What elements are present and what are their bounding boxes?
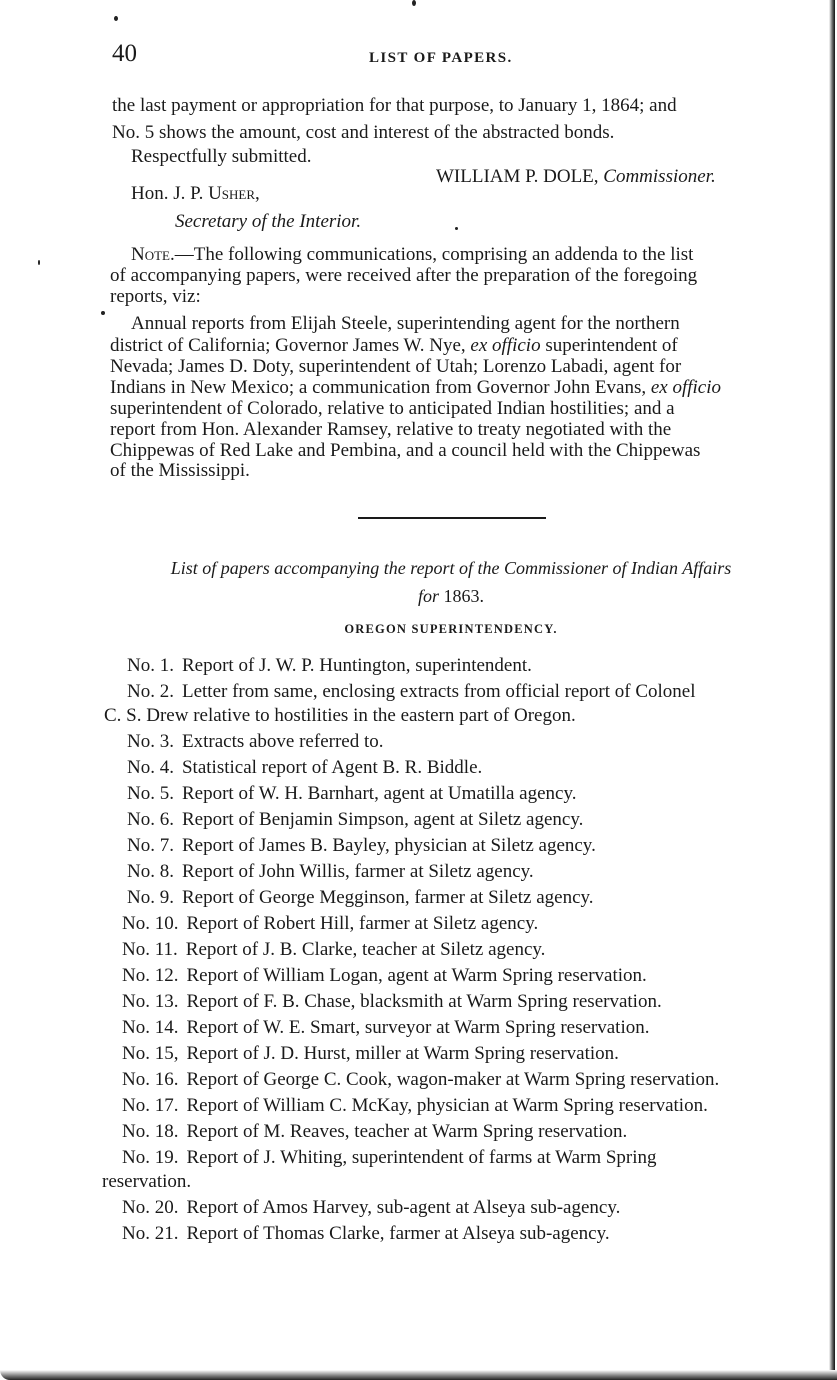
list-item-text: Statistical report of Agent B. R. Biddle. [181,757,483,778]
ink-speck [101,311,105,315]
list-item [122,1070,719,1089]
list-item-text: Report of W. H. Barnhart, agent at Umatilla agency. [181,783,577,804]
note-line: of accompanying papers, were received after the preparation of the foregoing [110,265,698,286]
body-line: No. 5 shows the amount, cost and interest of the abstracted bonds. [112,122,615,143]
list-item-text: Report of William Logan, agent at Warm Spring reservation. [186,965,647,986]
list-title-year: 1863. [443,586,484,606]
signature-title: Commissioner. [603,166,716,187]
list-title [105,554,797,610]
list-item-text: Report of J. Whiting, superintendent of farms at Warm Spring [186,1147,657,1168]
list-item-number: No. 15, [122,1043,179,1064]
list-item [122,1018,650,1037]
list-item [122,940,545,959]
addressee [131,184,260,203]
list-item-number: No. 9. [127,887,174,908]
list-item-number: No. 21. [122,1223,179,1244]
list-item-number: No. 17. [122,1095,179,1116]
list-item-text: Report of W. E. Smart, surveyor at Warm Spring reservation. [186,1017,650,1038]
list-item [122,966,647,985]
addressee-prefix: Hon. J. P. [131,183,204,204]
list-item [127,862,534,881]
section-divider [358,517,546,519]
running-title: LIST OF PAPERS. [369,50,513,66]
list-item-text: Report of M. Reaves, teacher at Warm Spring reservation. [186,1121,628,1142]
note-line [131,245,693,264]
note-text: district of California; Governor James W. Nye, [110,335,466,356]
list-item [127,836,596,855]
list-item-text: Report of F. B. Chase, blacksmith at Warm Spring reservation. [186,991,662,1012]
addressee-name: Usher, [208,183,260,204]
ink-speck [114,16,118,21]
note-line: report from Hon. Alexander Ramsey, relative to treaty negotiated with the [110,419,672,440]
list-item [127,732,384,751]
list-item-number: No. 5. [127,783,174,804]
ink-speck [455,227,458,230]
list-item [122,1224,610,1243]
list-item [127,810,583,829]
list-item-number: No. 18. [122,1121,179,1142]
list-title-for: for [417,586,439,606]
list-item [122,1122,627,1141]
list-item-continuation: C. S. Drew relative to hostilities in the eastern part of Oregon. [104,705,576,726]
note-text: —The following communications, comprising an addenda to the list [174,244,694,265]
list-item-number: No. 19. [122,1147,179,1168]
note-text: Indians in New Mexico; a communication from Governor John Evans, [110,377,647,398]
list-item [122,914,538,933]
signature [436,167,716,186]
list-item-continuation: reservation. [102,1171,192,1192]
note-line [110,378,721,397]
list-item-text: Letter from same, enclosing extracts from official report of Colonel [181,681,696,702]
page-bottom-edge [0,1370,837,1380]
list-item-number: No. 8. [127,861,174,882]
note-text: superintendent of [545,335,678,356]
page-number: 40 [112,40,137,67]
list-item [122,1148,657,1167]
list-item-number: No. 11. [122,939,178,960]
list-title-line: List of papers accompanying the report of the Commissioner of Indian Affairs [170,558,732,578]
list-item [127,682,696,701]
note-italic: ex officio [470,335,541,356]
list-item-number: No. 14. [122,1017,179,1038]
list-item-number: No. 1. [127,655,174,676]
list-item-number: No. 4. [127,757,174,778]
list-item-text: Report of William C. McKay, physician at Warm Spring reservation. [186,1095,708,1116]
list-item [127,758,482,777]
list-item-number: No. 12. [122,965,179,986]
list-item-number: No. 7. [127,835,174,856]
list-item-text: Report of J. W. P. Huntington, superintendent. [181,655,532,676]
list-item-text: Report of J. D. Hurst, miller at Warm Spring reservation. [186,1043,619,1064]
list-item-text: Report of John Willis, farmer at Siletz agency. [181,861,534,882]
list-item-text: Report of James B. Bayley, physician at Siletz agency. [181,835,596,856]
list-item-text: Report of George Megginson, farmer at Siletz agency. [181,887,594,908]
note-line: superintendent of Colorado, relative to anticipated Indian hostilities; and a [110,398,675,419]
list-item [122,992,662,1011]
list-item [122,1096,708,1115]
ink-speck [412,0,416,6]
list-item-number: No. 10. [122,913,179,934]
list-item-number: No. 20. [122,1197,179,1218]
list-item [122,1198,620,1217]
list-item [127,656,532,675]
list-item-number: No. 13. [122,991,179,1012]
list-item-number: No. 2. [127,681,174,702]
note-italic: ex officio [650,377,722,398]
closing: Respectfully submitted. [131,146,312,167]
list-item-text: Report of Benjamin Simpson, agent at Siletz agency. [181,809,584,830]
list-item-text: Report of George C. Cook, wagon-maker at Warm Spring reservation. [186,1069,720,1090]
list-item-number: No. 6. [127,809,174,830]
list-item-number: No. 16. [122,1069,179,1090]
addressee-title: Secretary of the Interior. [175,211,362,232]
note-line: Annual reports from Elijah Steele, superintending agent for the northern [131,313,680,334]
list-item [127,784,576,803]
note-line: Chippewas of Red Lake and Pembina, and a council held with the Chippewas [110,440,701,461]
list-item-text: Report of J. B. Clarke, teacher at Siletz agency. [185,939,546,960]
page-edge-shadow [829,0,835,1380]
note-line [110,336,678,355]
signature-name: WILLIAM P. DOLE, [436,166,599,187]
note-line: Nevada; James D. Doty, superintendent of Utah; Lorenzo Labadi, agent for [110,356,682,377]
list-item-text: Extracts above referred to. [181,731,384,752]
list-item [122,1044,619,1063]
list-item-number: No. 3. [127,731,174,752]
note-line: of the Mississippi. [110,460,250,481]
note-line: reports, viz: [110,286,201,307]
list-item-text: Report of Thomas Clarke, farmer at Alseya sub-agency. [186,1223,610,1244]
list-item-text: Report of Robert Hill, farmer at Siletz agency. [186,913,539,934]
ink-speck [38,260,40,265]
list-item-text: Report of Amos Harvey, sub-agent at Alseya sub-agency. [186,1197,621,1218]
body-line: the last payment or appropriation for that purpose, to January 1, 1864; and [112,95,677,116]
list-item [127,888,594,907]
note-label: Note. [131,244,175,265]
superintendency-heading: OREGON SUPERINTENDENCY. [344,622,558,636]
